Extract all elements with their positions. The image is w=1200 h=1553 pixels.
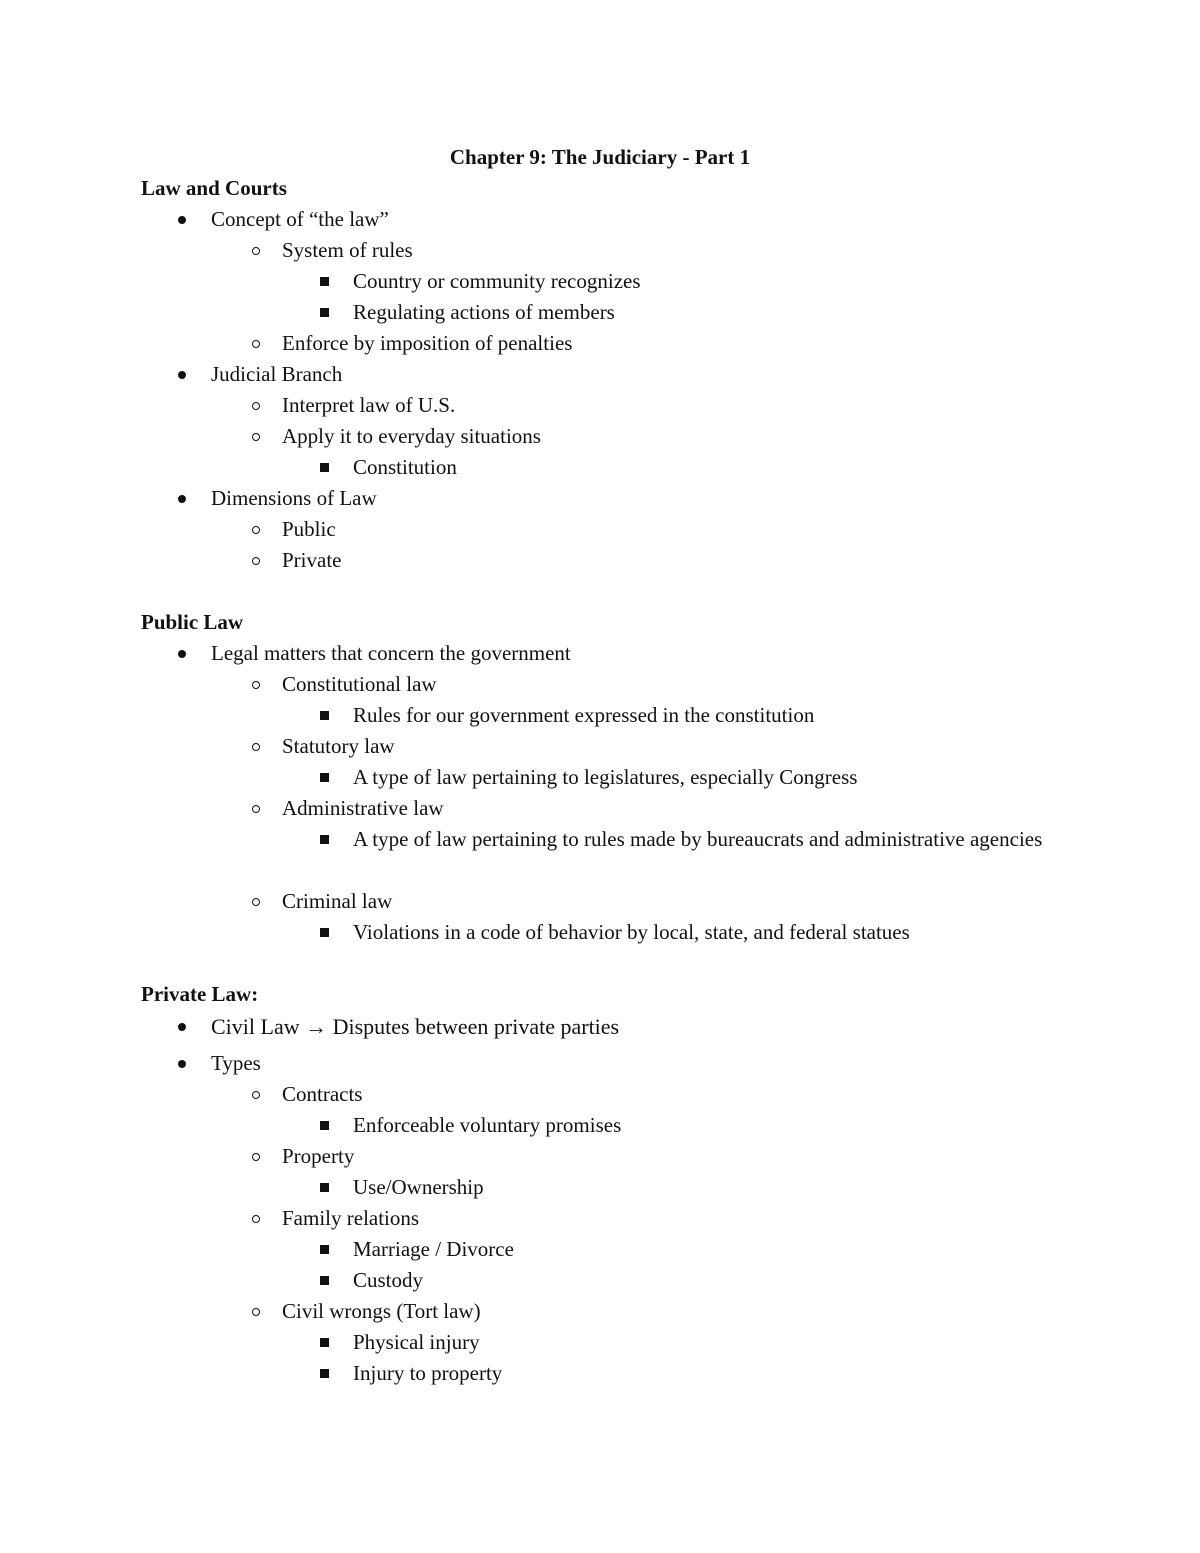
square-bullet-icon [320,1234,329,1265]
hollow-circle-bullet-icon [252,545,260,576]
list-item: A type of law pertaining to rules made by bureaucrats and administrative agencies [353,824,1053,855]
section-heading-public-law: Public Law [141,610,244,634]
list-item: Dimensions of Law [211,483,377,514]
square-bullet-icon [320,452,329,483]
list-item: Private [282,545,341,576]
list-item: Custody [353,1265,423,1296]
hollow-circle-bullet-icon [252,1079,260,1110]
list-item: Marriage / Divorce [353,1234,514,1265]
list-item: Civil wrongs (Tort law) [282,1296,481,1327]
list-item: Use/Ownership [353,1172,484,1203]
filled-circle-bullet-icon [178,638,186,669]
square-bullet-icon [320,266,329,297]
section-heading-law-and-courts: Law and Courts [141,176,287,200]
filled-circle-bullet-icon [178,359,186,390]
filled-circle-bullet-icon [178,1011,186,1042]
square-bullet-icon [320,762,329,793]
square-bullet-icon [320,1110,329,1141]
page-title: Chapter 9: The Judiciary - Part 1 [449,145,751,169]
square-bullet-icon [320,824,329,855]
section-heading-private-law: Private Law: [141,982,259,1006]
square-bullet-icon [320,917,329,948]
list-item: Family relations [282,1203,419,1234]
list-item: A type of law pertaining to legislatures, especially Congress [353,762,857,793]
list-item: Statutory law [282,731,395,762]
list-item: Interpret law of U.S. [282,390,455,421]
hollow-circle-bullet-icon [252,731,260,762]
square-bullet-icon [320,297,329,328]
hollow-circle-bullet-icon [252,1296,260,1327]
hollow-circle-bullet-icon [252,235,260,266]
list-item: Concept of “the law” [211,204,389,235]
list-item: System of rules [282,235,413,266]
list-item: Injury to property [353,1358,502,1389]
list-item: Constitution [353,452,457,483]
list-item: Public [282,514,336,545]
filled-circle-bullet-icon [178,1048,186,1079]
square-bullet-icon [320,1265,329,1296]
list-item: Enforce by imposition of penalties [282,328,572,359]
list-item: Rules for our government expressed in the constitution [353,700,814,731]
filled-circle-bullet-icon [178,483,186,514]
list-item: Types [211,1048,261,1079]
list-item: Criminal law [282,886,392,917]
list-item: Physical injury [353,1327,480,1358]
filled-circle-bullet-icon [178,204,186,235]
list-item: Property [282,1141,354,1172]
list-item: Country or community recognizes [353,266,641,297]
hollow-circle-bullet-icon [252,793,260,824]
list-item: Administrative law [282,793,444,824]
square-bullet-icon [320,1172,329,1203]
list-item: Civil Law → Disputes between private parties [211,1011,619,1042]
square-bullet-icon [320,1327,329,1358]
square-bullet-icon [320,700,329,731]
hollow-circle-bullet-icon [252,328,260,359]
list-item: Violations in a code of behavior by local, state, and federal statues [353,917,910,948]
list-item: Constitutional law [282,669,437,700]
list-item: Enforceable voluntary promises [353,1110,621,1141]
list-item: Judicial Branch [211,359,342,390]
hollow-circle-bullet-icon [252,514,260,545]
hollow-circle-bullet-icon [252,390,260,421]
hollow-circle-bullet-icon [252,669,260,700]
hollow-circle-bullet-icon [252,1203,260,1234]
list-item: Regulating actions of members [353,297,615,328]
square-bullet-icon [320,1358,329,1389]
hollow-circle-bullet-icon [252,421,260,452]
list-item: Apply it to everyday situations [282,421,541,452]
list-item: Legal matters that concern the government [211,638,571,669]
hollow-circle-bullet-icon [252,1141,260,1172]
list-item: Contracts [282,1079,362,1110]
hollow-circle-bullet-icon [252,886,260,917]
